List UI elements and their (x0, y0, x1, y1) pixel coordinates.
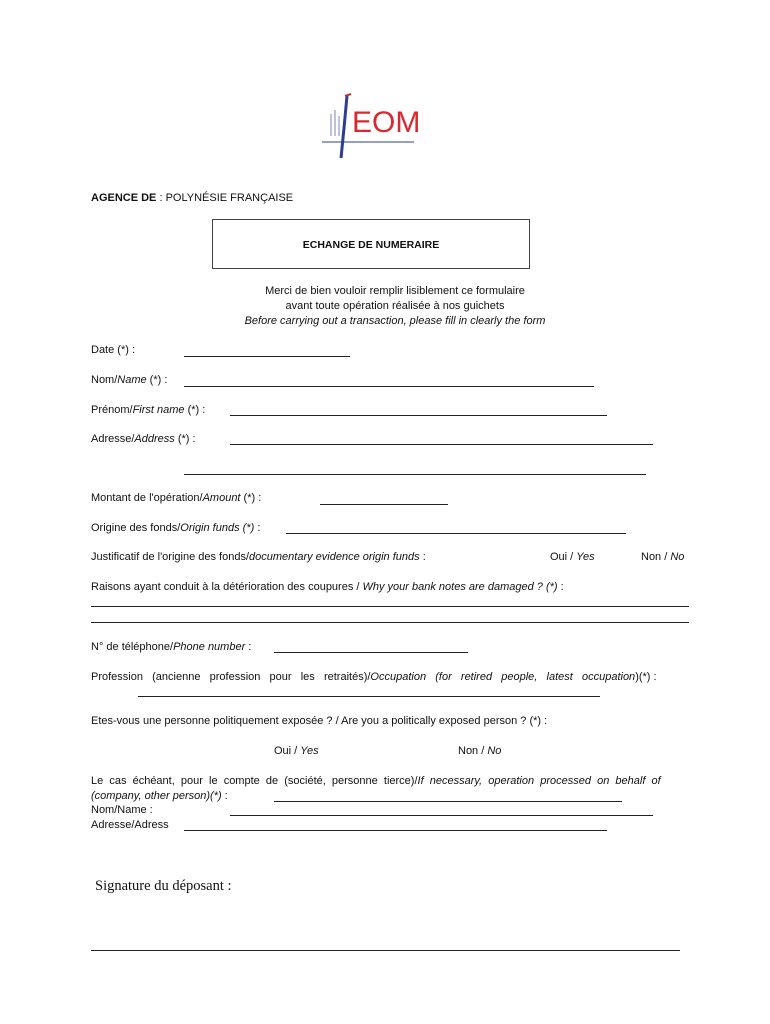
raisons-field-2[interactable] (91, 622, 689, 623)
justificatif-label (91, 551, 426, 563)
montant-label-fr: Montant de l'opération/ (91, 492, 203, 504)
adresse-label-en: Address (134, 433, 175, 445)
nom-label-en: Name (117, 374, 147, 386)
form-title: ECHANGE DE NUMERAIRE (302, 239, 440, 251)
nom-field[interactable] (184, 386, 594, 387)
telephone-label-suffix: : (245, 641, 252, 653)
origine-label (91, 522, 260, 534)
pep-oui-option[interactable] (274, 745, 319, 757)
cas-line2-suffix: : (221, 790, 228, 802)
adresse-field-2[interactable] (184, 474, 646, 475)
justificatif-oui-option[interactable] (550, 551, 595, 563)
raisons-label-en: Why your bank notes are damaged ? (*) (362, 581, 558, 593)
raisons-label-fr: Raisons ayant conduit à la détérioration des coupures / (91, 581, 363, 593)
adresse-adress-field[interactable] (184, 830, 607, 831)
pep-non-option[interactable] (458, 745, 501, 757)
pep-oui-fr: Oui / (274, 745, 301, 757)
nom-name-label: Nom/Name : (91, 804, 153, 816)
logo (320, 92, 420, 162)
pep-oui-en: Yes (300, 745, 319, 757)
agency-value: POLYNÉSIE FRANÇAISE (165, 192, 294, 204)
montant-field[interactable] (320, 504, 448, 505)
date-field[interactable] (184, 356, 350, 357)
adresse-adress-label: Adresse/Adress (91, 819, 169, 831)
adresse-field-1[interactable] (230, 444, 653, 445)
agency-line (91, 192, 293, 204)
raisons-field-1[interactable] (91, 606, 689, 607)
prenom-label-en: First name (132, 404, 185, 416)
justificatif-label-fr: Justificatif de l'origine des fonds/ (91, 551, 250, 563)
intro-line-3: Before carrying out a transaction, please fill in clearly the form (244, 315, 546, 327)
justificatif-non-en: No (670, 551, 685, 563)
telephone-field[interactable] (274, 652, 468, 653)
profession-field[interactable] (138, 696, 600, 697)
montant-label-en: Amount (202, 492, 241, 504)
prenom-label (91, 404, 205, 416)
justificatif-non-option[interactable] (641, 551, 684, 563)
nom-label (91, 374, 167, 386)
montant-label (91, 492, 261, 504)
cas-line2-en: (company, other person)(*) (91, 790, 222, 802)
signature-label: Signature du déposant : (95, 878, 232, 894)
profession-label-en: Occupation (for retired people, latest occupation (370, 671, 636, 683)
cas-label-fr: Le cas échéant, pour le compte de (société, personne tierce)/ (91, 775, 418, 787)
adresse-label-fr: Adresse/ (91, 433, 135, 445)
prenom-label-suffix: (*) : (184, 404, 206, 416)
nom-label-suffix: (*) : (146, 374, 168, 386)
raisons-label (91, 581, 564, 593)
telephone-label-fr: N° de téléphone/ (91, 641, 174, 653)
justificatif-label-suffix: : (419, 551, 426, 563)
signature-field[interactable] (91, 950, 680, 951)
prenom-field[interactable] (230, 415, 607, 416)
intro-line-2: avant toute opération réalisée à nos guichets (285, 300, 505, 312)
agency-label: AGENCE DE (91, 192, 157, 204)
montant-label-suffix: (*) : (240, 492, 262, 504)
cas-field[interactable] (274, 801, 622, 802)
origine-label-fr: Origine des fonds/ (91, 522, 181, 534)
cas-label-en: If necessary, operation processed on behalf of (417, 775, 661, 787)
cas-line-2 (91, 790, 228, 802)
justificatif-label-en: documentary evidence origin funds (249, 551, 420, 563)
justificatif-non-fr: Non / (641, 551, 671, 563)
justificatif-oui-en: Yes (576, 551, 595, 563)
pep-non-en: No (487, 745, 502, 757)
pep-non-fr: Non / (458, 745, 488, 757)
logo-text: EOM (352, 106, 421, 139)
origine-label-suffix: : (254, 522, 261, 534)
profession-label (91, 671, 657, 683)
nom-label-fr: Nom/ (91, 374, 118, 386)
intro-line-1: Merci de bien vouloir remplir lisiblement ce formulaire (265, 285, 525, 297)
profession-label-fr: Profession (ancienne profession pour les retraités)/ (91, 671, 371, 683)
telephone-label (91, 641, 251, 653)
justificatif-oui-fr: Oui / (550, 551, 577, 563)
origine-label-en: Origin funds (*) (180, 522, 255, 534)
cas-line-1 (91, 775, 661, 787)
adresse-label (91, 433, 196, 445)
profession-label-suffix: )(*) : (635, 671, 657, 683)
prenom-label-fr: Prénom/ (91, 404, 133, 416)
date-label: Date (*) : (91, 344, 136, 356)
adresse-label-suffix: (*) : (174, 433, 196, 445)
telephone-label-en: Phone number (173, 641, 246, 653)
pep-question: Etes-vous une personne politiquement exposée ? / Are you a politically exposed person ? (*) : (91, 715, 548, 727)
origine-field[interactable] (286, 533, 626, 534)
agency-separator: : (156, 192, 166, 204)
nom-name-field[interactable] (230, 815, 653, 816)
raisons-label-suffix: : (557, 581, 564, 593)
